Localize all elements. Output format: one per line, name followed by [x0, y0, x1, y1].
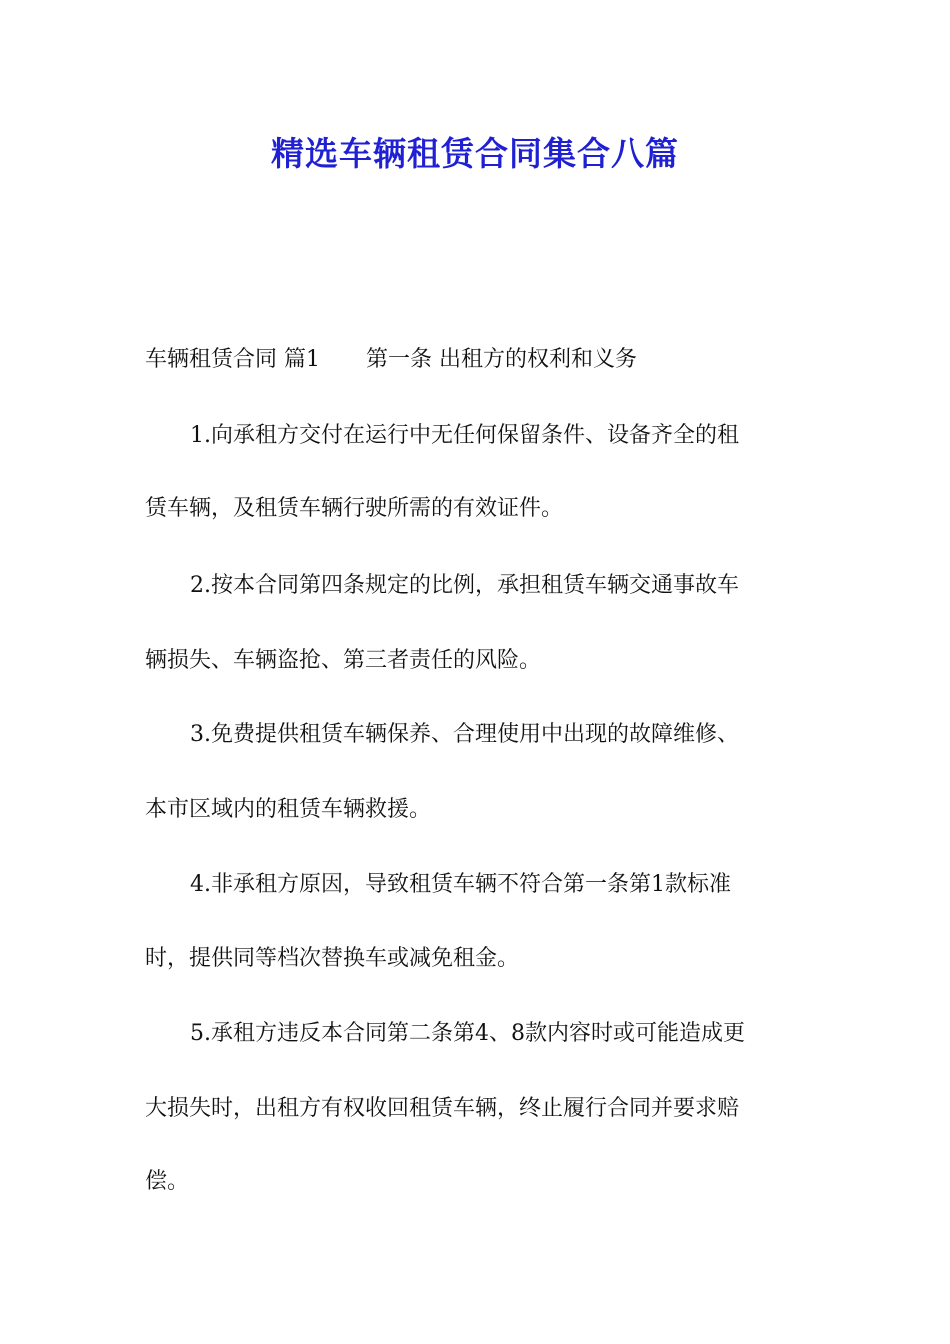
- paragraph-line: 1.向承租方交付在运行中无任何保留条件、设备齐全的租: [190, 423, 739, 448]
- section-heading-line: [145, 341, 810, 379]
- article-heading: 第一条 出租方的权利和义务: [366, 347, 637, 372]
- paragraph-line: 2.按本合同第四条规定的比例，承担租赁车辆交通事故车: [190, 573, 739, 598]
- document-title: 精选车辆租赁合同集合八篇: [271, 134, 679, 173]
- paragraph-line: 4.非承租方原因，导致租赁车辆不符合第一条第1款标准: [190, 872, 731, 897]
- contract-heading: 车辆租赁合同 篇1: [145, 347, 320, 372]
- paragraph-line: 赁车辆，及租赁车辆行驶所需的有效证件。: [145, 496, 564, 521]
- paragraph-line: 时，提供同等档次替换车或减免租金。: [145, 946, 520, 971]
- paragraph-line: 3.免费提供租赁车辆保养、合理使用中出现的故障维修、: [190, 722, 739, 747]
- paragraph-line: 偿。: [145, 1169, 190, 1194]
- paragraph-line: 本市区域内的租赁车辆救援。: [145, 797, 432, 822]
- paragraph-line: 5.承租方违反本合同第二条第4、8款内容时或可能造成更: [190, 1021, 745, 1046]
- paragraph-line: 辆损失、车辆盗抢、第三者责任的风险。: [145, 648, 542, 673]
- paragraph-line: 大损失时，出租方有权收回租赁车辆，终止履行合同并要求赔: [145, 1096, 740, 1121]
